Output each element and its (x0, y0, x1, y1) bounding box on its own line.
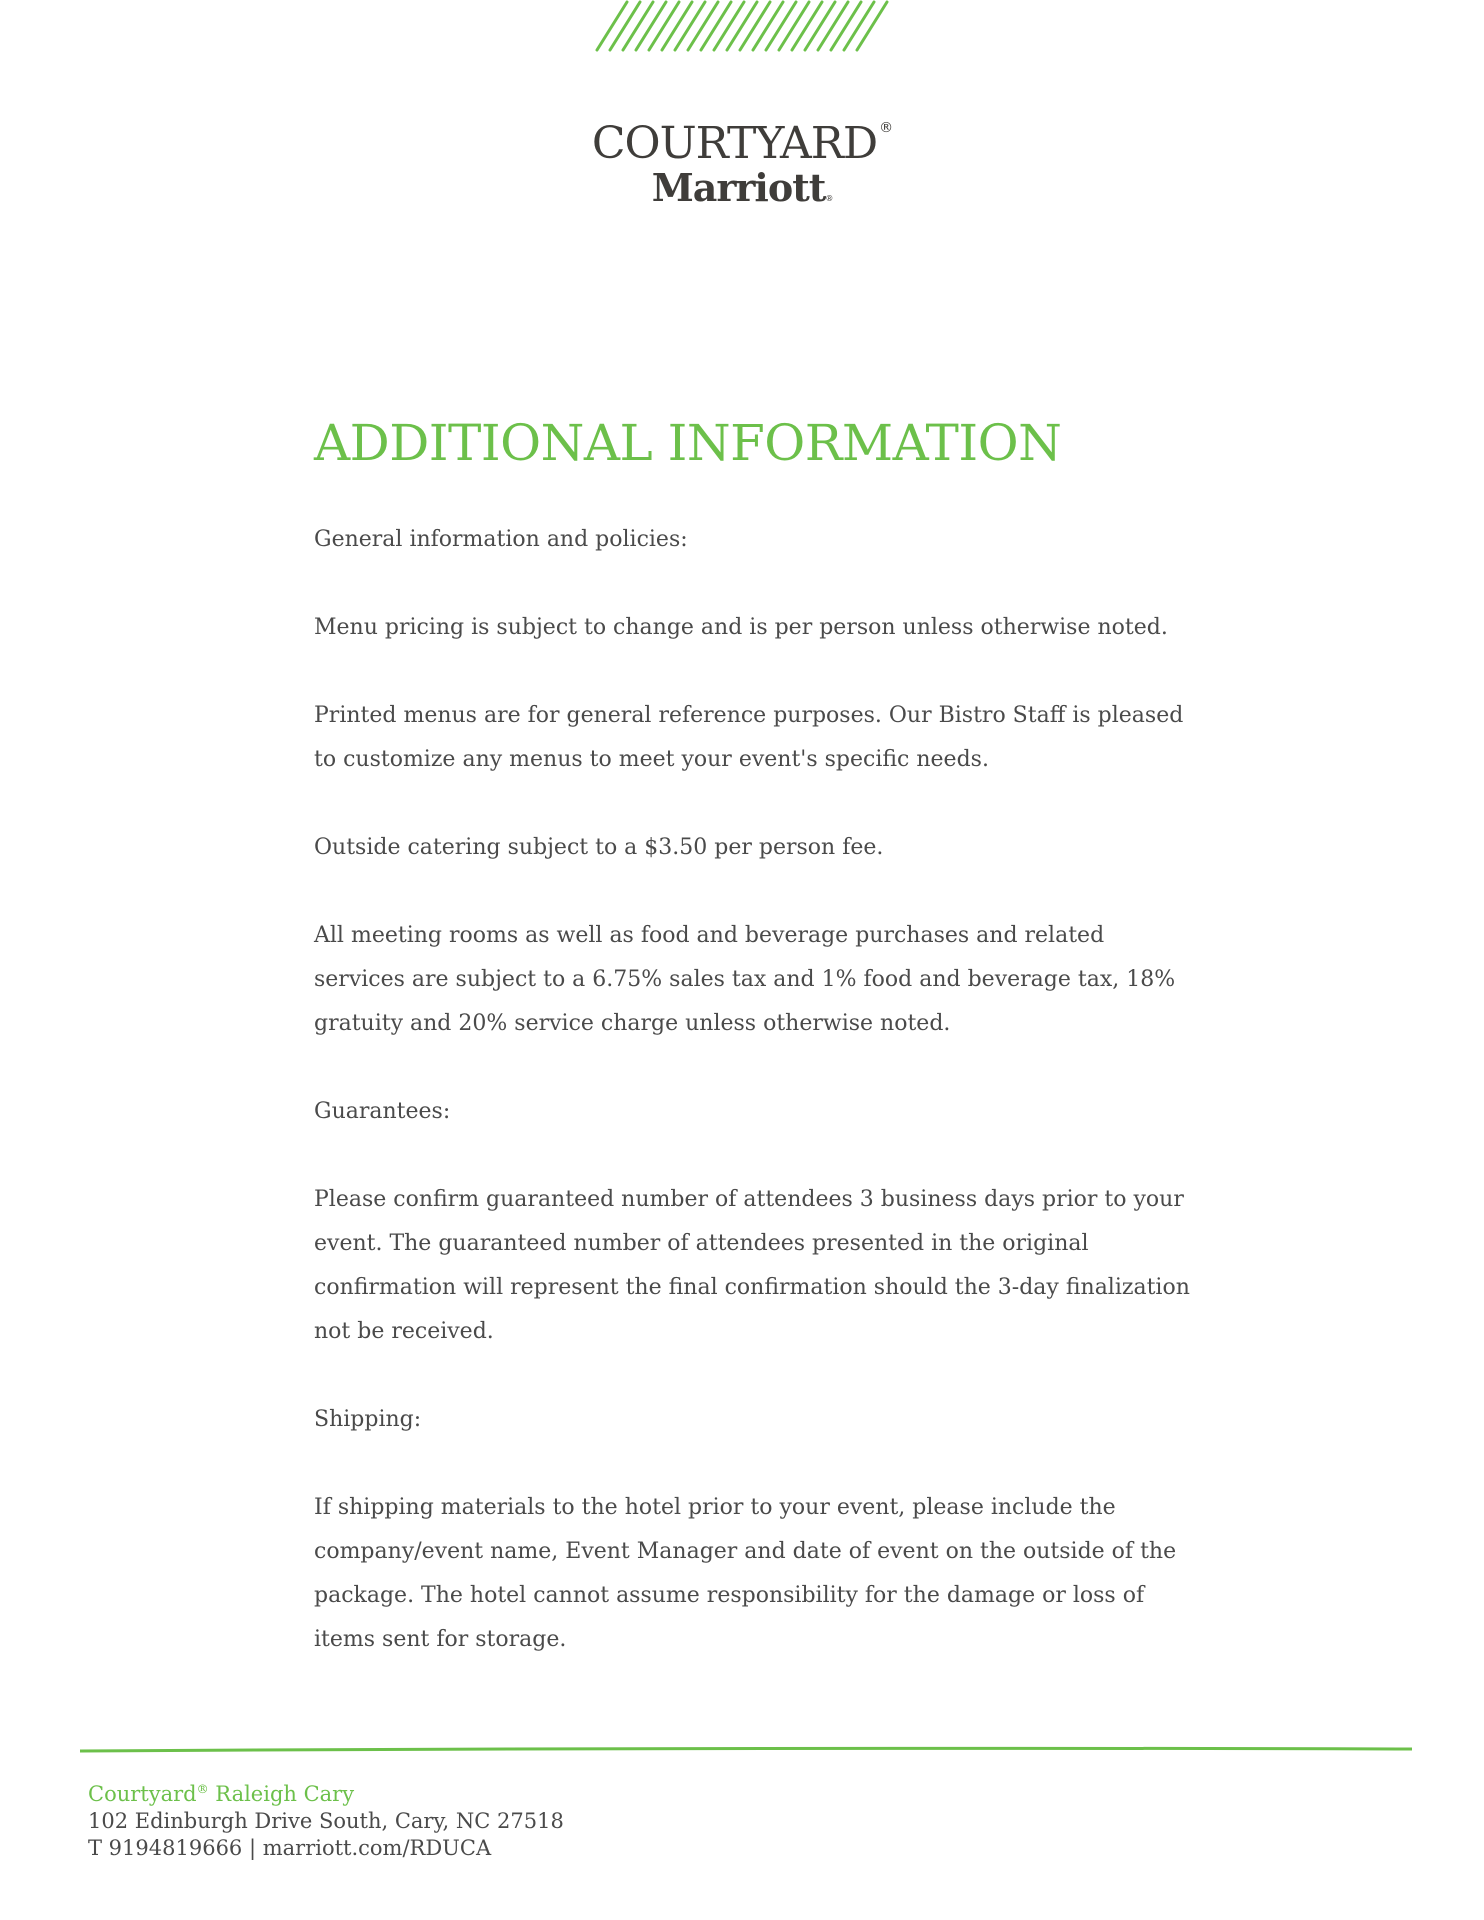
footer (88, 1776, 564, 1862)
logo-marriott-wordmark (0, 165, 1484, 210)
footer-registered-mark: ® (196, 1782, 209, 1796)
logo-brand-bottom: Marriott (651, 165, 826, 210)
section-heading-guarantees: Guarantees: (314, 1099, 451, 1124)
logo-registered-mark: ® (879, 120, 893, 137)
paragraph-printed-menus: Printed menus are for general reference purposes. Our Bistro Staff is pleased to customize any menus to meet your event's specific needs. (314, 703, 1184, 772)
footer-hotel-brand: Courtyard (88, 1782, 197, 1806)
paragraph-shipping: If shipping materials to the hotel prior to your event, please include the company/event name, Event Manager and date of event on the outside of the package. The hotel cannot assume responsibility for the damage or loss of items sent for storage. (314, 1495, 1177, 1652)
paragraph-guarantees: Please confirm guaranteed number of attendees 3 business days prior to your event. The guaranteed number of attendees presented in the original confirmation will represent the final confirmation should the 3-day finalization not be received. (314, 1187, 1190, 1344)
logo-brand-top: COURTYARD (591, 118, 878, 169)
paragraph-menu-pricing: Menu pricing is subject to change and is per person unless otherwise noted. (314, 615, 1168, 640)
section-heading-shipping: Shipping: (314, 1407, 422, 1432)
paragraph-outside-catering: Outside catering subject to a $3.50 per person fee. (314, 835, 884, 860)
main-content (314, 412, 1194, 1706)
footer-divider (80, 1746, 1412, 1754)
footer-hotel-name (88, 1776, 564, 1808)
logo-courtyard-wordmark (592, 118, 892, 169)
logo-registered-mark-small: ® (825, 194, 833, 203)
decorative-stripes (595, 0, 895, 54)
paragraph-taxes: All meeting rooms as well as food and beverage purchases and related services are subject to a 6.75% sales tax and 1% food and beverage tax, 18% gratuity and 20% service charge unless otherwise noted. (314, 923, 1176, 1036)
section-heading-general: General information and policies: (314, 527, 688, 552)
footer-hotel-location: Raleigh Cary (208, 1782, 355, 1806)
footer-address: 102 Edinburgh Drive South, Cary, NC 27518 (88, 1809, 564, 1833)
footer-contact: T 9194819666 | marriott.com/RDUCA (88, 1836, 492, 1860)
courtyard-marriott-logo (0, 118, 1484, 210)
page-title: ADDITIONAL INFORMATION (314, 414, 1062, 472)
